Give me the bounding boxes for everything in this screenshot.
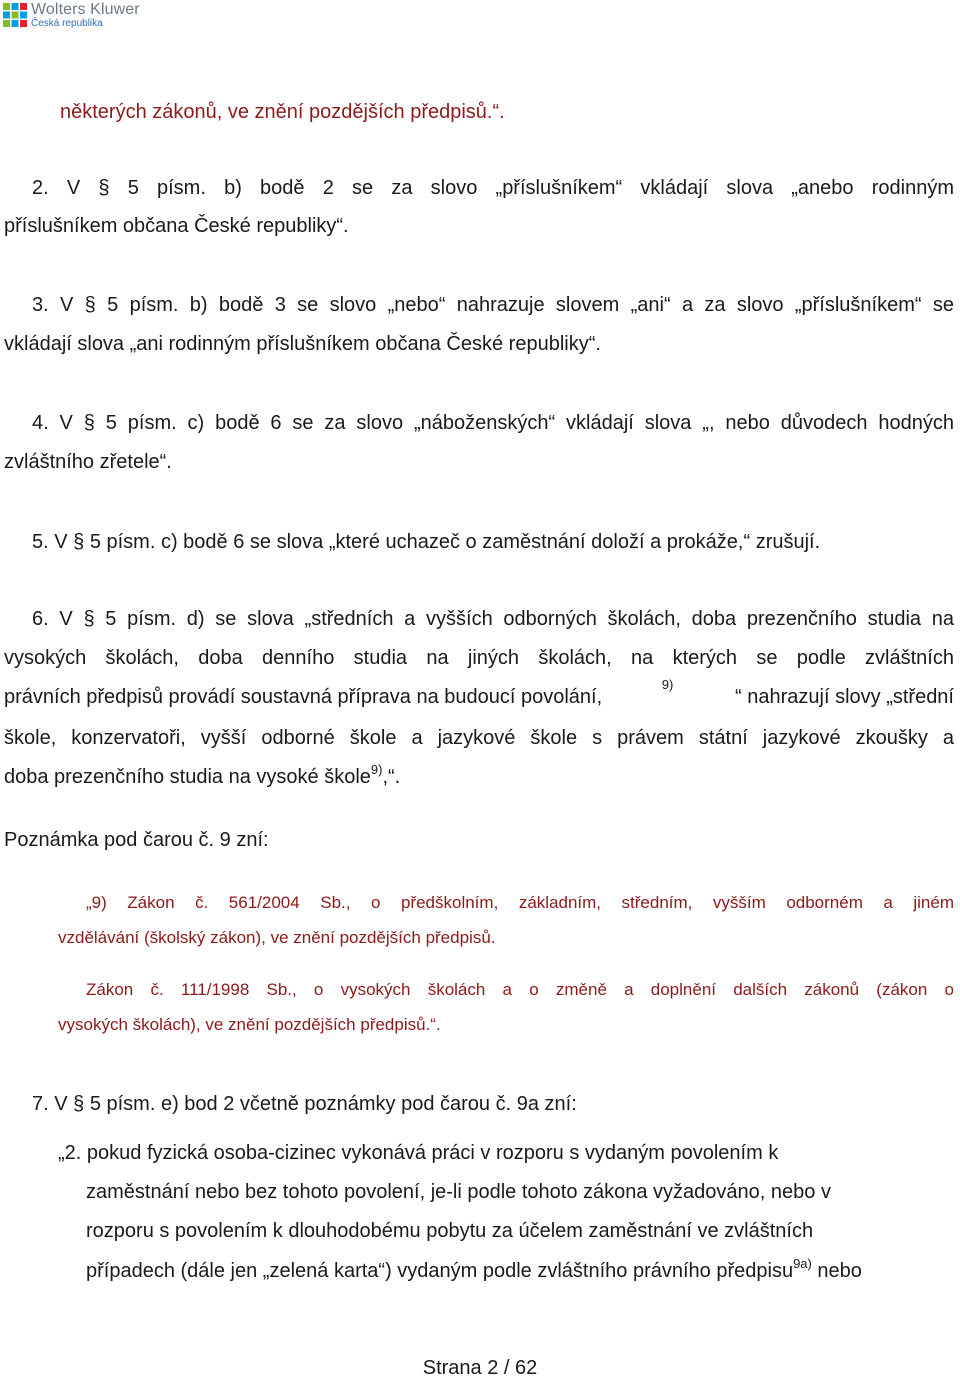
footnote-ref: 9)	[661, 677, 674, 692]
brand-subtitle: Česká republika	[31, 18, 103, 29]
amendment-4: 4. V § 5 písm. c) bodě 6 se za slovo „náboženských“ vkládají slova „, nebo důvodech hodných	[32, 412, 954, 434]
quoted-text-line-with-footnote	[86, 1256, 862, 1283]
quoted-text-line: zaměstnání nebo bez tohoto povolení, je-li podle tohoto zákona vyžadováno, nebo v	[86, 1181, 831, 1203]
text-line: příslušníkem občana České republiky“.	[4, 215, 349, 237]
text-line-with-footnote	[4, 677, 954, 709]
amendment-7: 7. V § 5 písm. e) bod 2 včetně poznámky pod čarou č. 9a zní:	[32, 1093, 577, 1115]
page-number: Strana 2 / 62	[422, 1357, 538, 1379]
text-line: zvláštního zřetele“.	[4, 451, 172, 473]
text-segment: doba prezenčního studia na vysoké škole	[4, 766, 371, 788]
text-segment: nebo	[811, 1260, 862, 1282]
text-line: vkládají slova „ani rodinným příslušníkem občana České republiky“.	[4, 333, 601, 355]
text-line: škole, konzervatoři, vyšší odborné škole a jazykové škole s právem státní jazykové zkoušky a	[4, 727, 954, 749]
footnote-ref: 9a)	[793, 1256, 812, 1271]
text-segment: případech (dále jen „zelená karta“) vydaným podle zvláštního právního předpisu	[86, 1260, 794, 1282]
amendment-5: 5. V § 5 písm. c) bodě 6 se slova „které uchazeč o zaměstnání doloží a prokáže,“ zrušují.	[32, 531, 821, 553]
footnote-ref: 9)	[370, 762, 383, 777]
amendment-3: 3. V § 5 písm. b) bodě 3 se slovo „nebo“ nahrazuje slovem „ani“ a za slovo „příslušníkem“ se	[32, 294, 954, 316]
text-segment: “ nahrazují slovy „střední	[735, 686, 954, 708]
wolters-kluwer-logo	[2, 2, 140, 29]
footnote-9-line: vysokých školách), ve znění pozdějších předpisů.“.	[58, 1015, 441, 1034]
text-line: některých zákonů, ve znění pozdějších předpisů.“.	[60, 101, 505, 123]
amendment-2: 2. V § 5 písm. b) bodě 2 se za slovo „příslušníkem“ vkládají slova „anebo rodinným	[32, 177, 954, 199]
footnote-9-line: „9) Zákon č. 561/2004 Sb., o předškolním, základním, středním, vyšším odborném a jiném	[86, 893, 954, 912]
quoted-text-line: rozporu s povolením k dlouhodobému pobytu za účelem zaměstnání ve zvláštních	[86, 1220, 814, 1242]
footnote-9-line: Zákon č. 111/1998 Sb., o vysokých školách a o změně a doplnění dalších zákonů (zákon o	[86, 980, 954, 999]
text-segment: právních předpisů provádí soustavná příprava na budoucí povolání,	[4, 686, 603, 708]
text-line-with-footnote	[4, 762, 401, 789]
text-segment: ,“.	[382, 766, 401, 788]
brand-name: Wolters Kluwer	[31, 1, 140, 18]
quoted-text-line: „2. pokud fyzická osoba-cizinec vykonává práci v rozporu s vydaným povolením k	[58, 1142, 779, 1164]
footnote-heading: Poznámka pod čarou č. 9 zní:	[4, 829, 269, 851]
logo-mark-icon	[2, 2, 28, 28]
amendment-6: 6. V § 5 písm. d) se slova „středních a vyšších odborných školách, doba prezenčního studia na	[32, 608, 954, 630]
footnote-9-line: vzdělávání (školský zákon), ve znění pozdějších předpisů.	[58, 928, 496, 947]
text-line: vysokých školách, doba denního studia na jiných školách, na kterých se podle zvláštních	[4, 647, 954, 669]
